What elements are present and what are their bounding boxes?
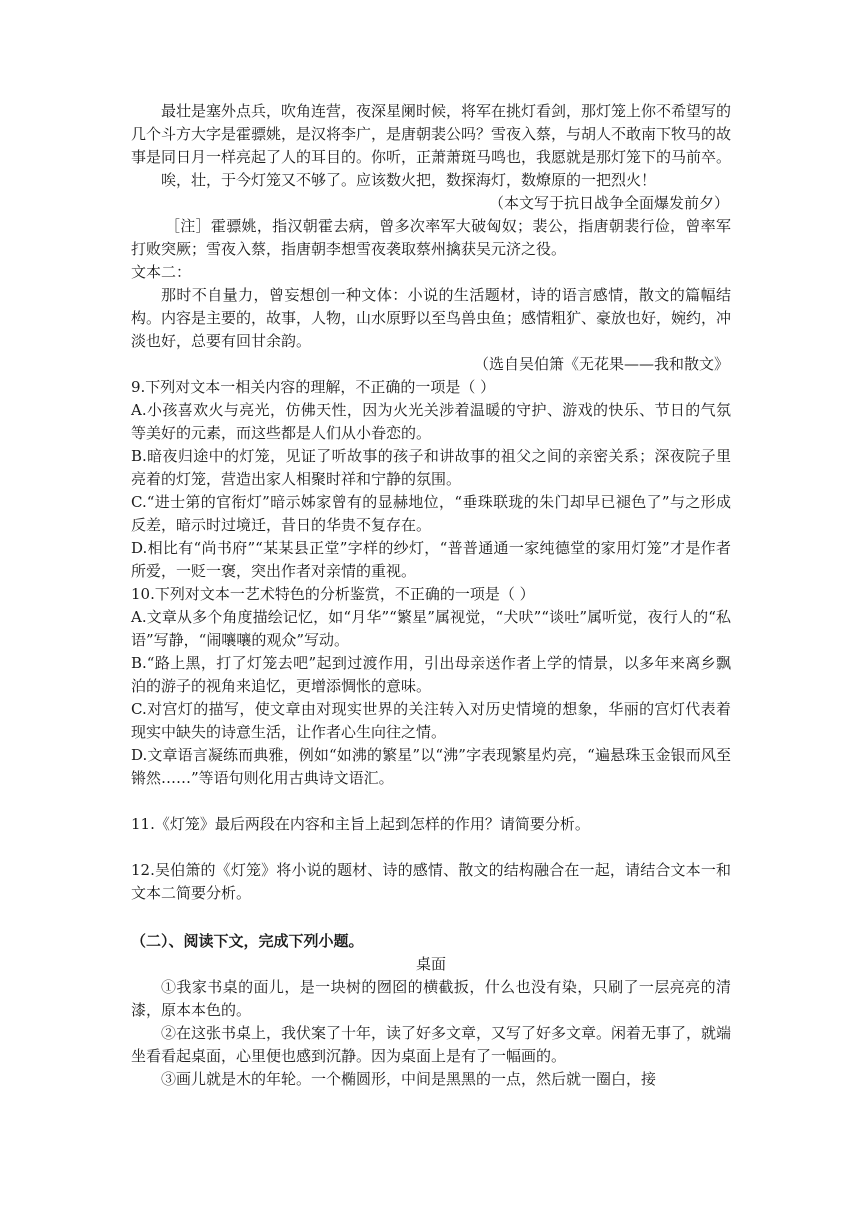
question-9-option-b: B.暗夜归途中的灯笼，见证了听故事的孩子和讲故事的祖父之间的亲密关系；深夜院子里亮着的灯笼，营造出家人相聚时祥和宁静的氛围。	[131, 447, 731, 488]
question-9-option-c: C.“进士第的官衔灯”暗示姊家曾有的显赫地位，“垂珠联珑的朱门却早已褪色了”与之形成反差，暗示时过境迁，昔日的华贵不复存在。	[131, 493, 731, 534]
question-9-option-d: D.相比有“尚书府”“某某县正堂”字样的纱灯，“普普通通一家纯德堂的家用灯笼”才是作者所爱，一贬一褒，突出作者对亲情的重视。	[131, 539, 731, 580]
question-9-stem: 9.下列对文本一相关内容的理解，不正确的一项是（ ）	[131, 378, 496, 396]
question-10-option-b: B.“路上黑，打了灯笼去吧”起到过渡作用，引出母亲送作者上学的情景，以多年来离乡飘泊的游子的视角来追忆，更增添惆怅的意味。	[131, 654, 731, 695]
spacer	[131, 905, 731, 930]
question-12: 12.吴伯箫的《灯笼》将小说的题材、诗的感情、散文的结构融合在一起，请结合文本一和文本二简要分析。	[131, 861, 731, 902]
section-2-heading: （二）、阅读下文，完成下列小题。	[131, 932, 364, 950]
text1-paragraph-1: 最壮是塞外点兵，吹角连营，夜深星阑时候，将军在挑灯看剑，那灯笼上你不希望写的几个斗方大字是霍骠姚，是汉将李广，是唐朝裴公吗？雪夜入蔡，与胡人不敢南下牧马的故事是同日月一样亮起了人的耳目的。你听，正萧萧斑马鸣也，我愿就是那灯笼下的马前卒。	[131, 102, 732, 166]
question-10-option-c: C.对宫灯的描写，使文章由对现实世界的关注转入对历史情境的想象，华丽的宫灯代表着现实中缺失的诗意生活，让作者心生向往之情。	[131, 700, 731, 741]
section-2-paragraph-2: ②在这张书桌上，我伏案了十年，读了好多文章，又写了好多文章。闲着无事了，就端坐看看起桌面，心里便也感到沉静。因为桌面上是有了一幅画的。	[131, 1024, 732, 1065]
question-10-option-a: A.文章从多个角度描绘记忆，如“月华”“繁星”属视觉，“犬吠”“谈吐”属听觉，夜行人的“私语”写静，“闹嚷嚷的观众”写动。	[131, 608, 731, 649]
text1-date-note: （本文写于抗日战争全面爆发前夕）	[488, 194, 729, 212]
section-2-paragraph-3: ③画儿就是木的年轮。一个椭圆形，中间是黑黑的一点，然后就一圈白，接	[161, 1070, 657, 1088]
question-11: 11.《灯笼》最后两段在内容和主旨上起到怎样的作用？请简要分析。	[131, 815, 590, 833]
spacer	[131, 836, 731, 859]
text1-annotation: ［注］霍骠姚，指汉朝霍去病，曾多次率军大破匈奴；裴公，指唐朝裴行俭，曾率军打败突厥；雪夜入蔡，指唐朝李想雪夜袭取蔡州擒获吴元济之役。	[131, 217, 731, 258]
text2-label: 文本二：	[131, 263, 192, 281]
text2-paragraph: 那时不自量力，曾妄想创一种文体：小说的生活题材，诗的语言感情，散文的篇幅结构。内容是主要的，故事，人物，山水原野以至鸟兽虫鱼；感情粗犷、豪放也好，婉约，冲淡也好，总要有回甘余韵。	[131, 286, 732, 350]
text1-paragraph-2: 唉，壮，于今灯笼又不够了。应该数火把，数探海灯，数燎原的一把烈火！	[161, 171, 657, 189]
question-9-option-a: A.小孩喜欢火与亮光，仿佛天性，因为火光关涉着温暖的守护、游戏的快乐、节日的气氛等美好的元素，而这些都是人们从小眷恋的。	[131, 401, 731, 442]
question-10-stem: 10.下列对文本一艺术特色的分析鉴赏，不正确的一项是（ ）	[131, 585, 535, 603]
question-10-option-d: D.文章语言凝练而典雅，例如“如沸的繁星”以“沸”字表现繁星灼亮，“遍悬珠玉金银而风至锵然……”等语句则化用古典诗文语汇。	[131, 746, 731, 787]
document-page	[131, 100, 731, 1091]
text2-source: （选自吴伯箫《无花果——我和散文》	[473, 355, 729, 373]
spacer	[131, 790, 731, 813]
section-2-paragraph-1: ①我家书桌的面儿，是一块树的囫囵的横截扳，什么也没有染，只刷了一层亮亮的清漆，原本本色的。	[131, 978, 731, 1019]
section-2-title: 桌面	[415, 955, 446, 973]
